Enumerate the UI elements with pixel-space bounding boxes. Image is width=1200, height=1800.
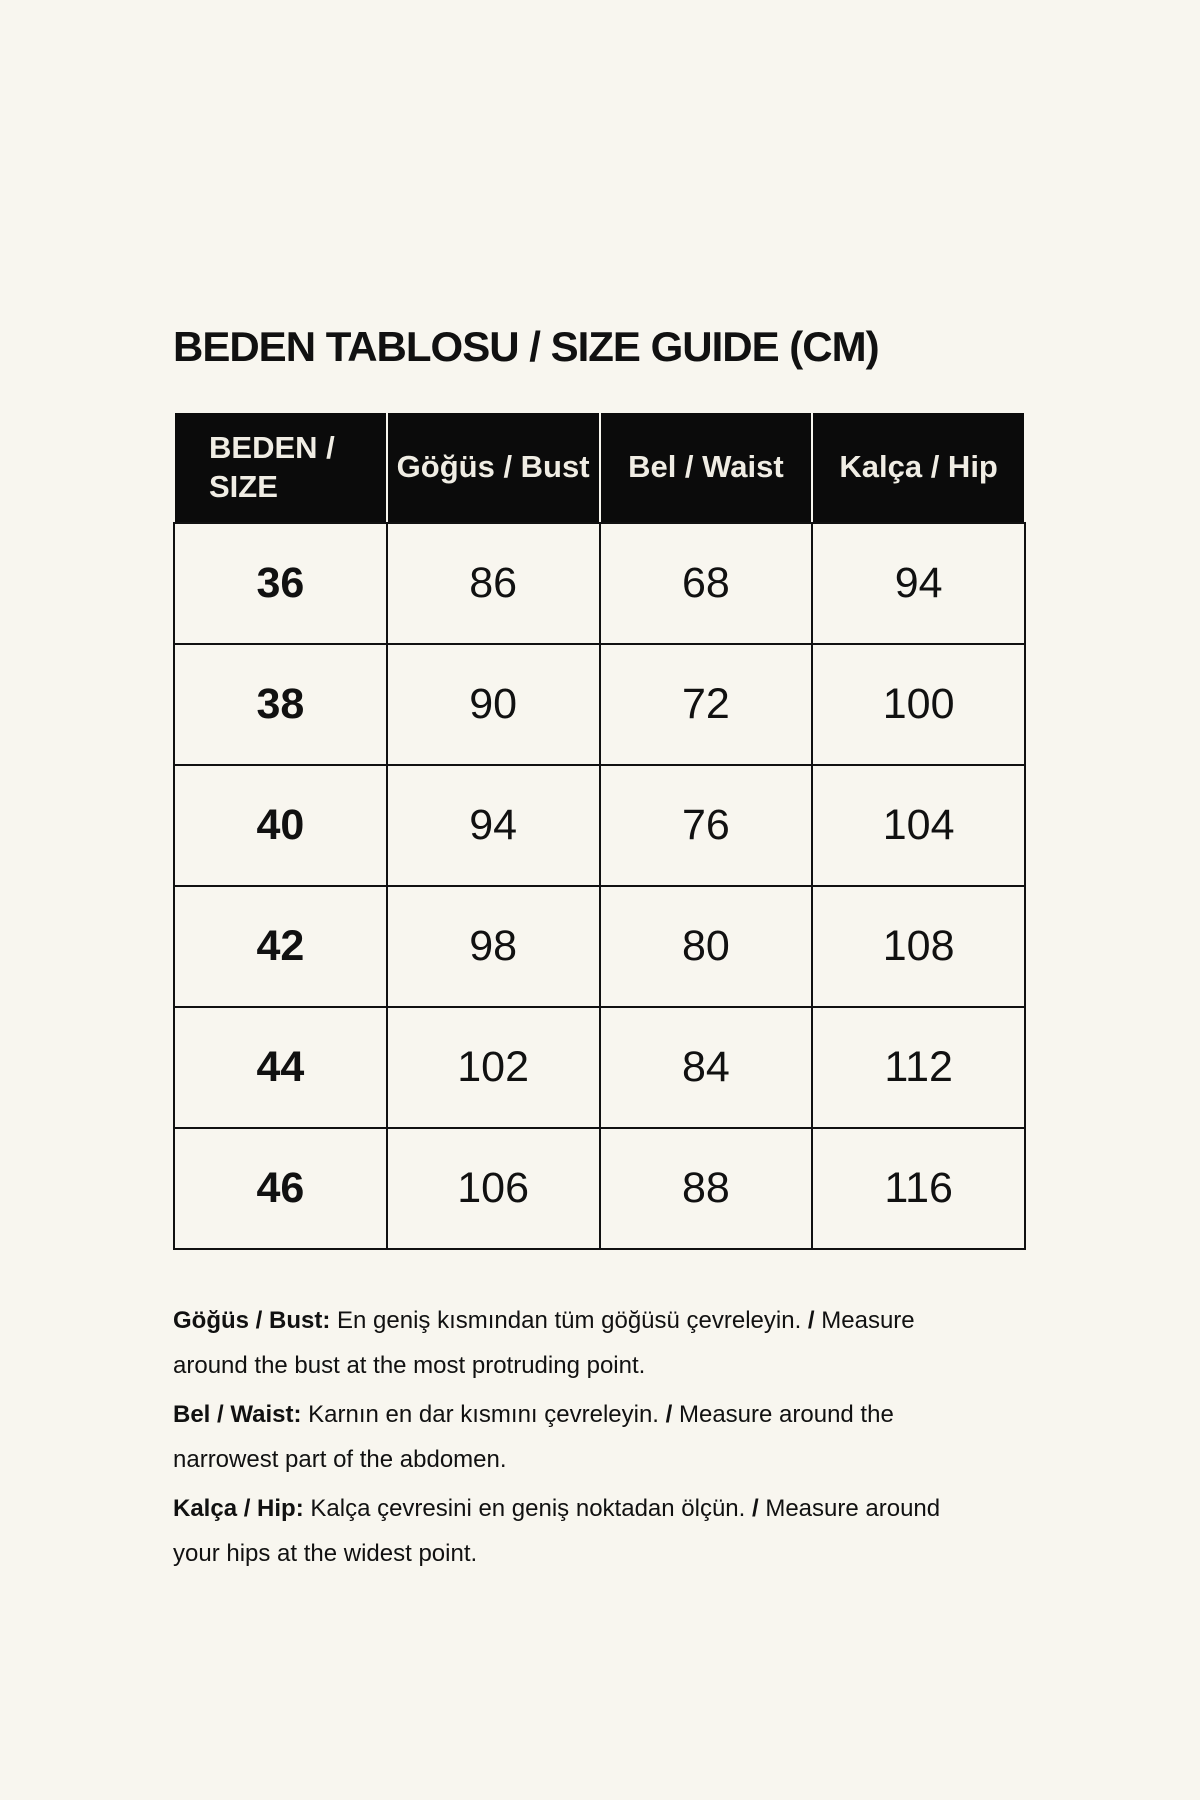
size-cell: 42	[174, 886, 387, 1007]
note-bust	[173, 1298, 973, 1388]
size-table	[173, 413, 1026, 1250]
bust-cell: 86	[387, 523, 600, 644]
waist-cell: 72	[600, 644, 813, 765]
waist-cell: 76	[600, 765, 813, 886]
hip-cell: 104	[812, 765, 1025, 886]
column-header-hip: Kalça / Hip	[812, 413, 1025, 523]
hip-cell: 116	[812, 1128, 1025, 1249]
column-header-bust: Göğüs / Bust	[387, 413, 600, 523]
note-bust-text-tr: En geniş kısmından tüm göğüsü çevreleyin.	[337, 1307, 802, 1334]
size-cell: 36	[174, 523, 387, 644]
note-bust-divider: /	[807, 1307, 815, 1334]
waist-cell: 84	[600, 1007, 813, 1128]
table-row	[174, 523, 1025, 644]
waist-cell: 88	[600, 1128, 813, 1249]
size-cell: 40	[174, 765, 387, 886]
table-row	[174, 644, 1025, 765]
bust-cell: 98	[387, 886, 600, 1007]
size-cell: 38	[174, 644, 387, 765]
hip-cell: 112	[812, 1007, 1025, 1128]
size-cell: 46	[174, 1128, 387, 1249]
note-waist-label: Bel / Waist:	[173, 1401, 302, 1428]
size-table-body	[174, 523, 1025, 1249]
table-row	[174, 765, 1025, 886]
waist-cell: 68	[600, 523, 813, 644]
bust-cell: 94	[387, 765, 600, 886]
measurement-notes	[173, 1298, 973, 1576]
hip-cell: 94	[812, 523, 1025, 644]
header-row	[174, 413, 1025, 523]
note-hip-text-en: Measure around your hips at the widest point.	[173, 1495, 941, 1567]
bust-cell: 106	[387, 1128, 600, 1249]
size-table-header	[174, 413, 1025, 523]
size-cell: 44	[174, 1007, 387, 1128]
note-hip	[173, 1486, 973, 1576]
table-row	[174, 886, 1025, 1007]
note-hip-text-tr: Kalça çevresini en geniş noktadan ölçün.	[310, 1495, 746, 1522]
note-hip-label: Kalça / Hip:	[173, 1495, 304, 1522]
note-waist-text-en: Measure around the narrowest part of the abdomen.	[173, 1401, 894, 1473]
note-waist-text-tr: Karnın en dar kısmını çevreleyin.	[308, 1401, 659, 1428]
column-header-size: BEDEN / SIZE	[174, 413, 387, 523]
hip-cell: 100	[812, 644, 1025, 765]
note-waist	[173, 1392, 973, 1482]
bust-cell: 102	[387, 1007, 600, 1128]
note-hip-divider: /	[752, 1495, 759, 1522]
page-title: BEDEN TABLOSU / SIZE GUIDE (CM)	[173, 323, 879, 370]
note-bust-label: Göğüs / Bust:	[173, 1307, 331, 1334]
note-bust-text-en: Measure around the bust at the most protruding point.	[173, 1307, 915, 1379]
table-row	[174, 1007, 1025, 1128]
note-waist-divider: /	[665, 1401, 673, 1428]
bust-cell: 90	[387, 644, 600, 765]
column-header-waist: Bel / Waist	[600, 413, 813, 523]
table-row	[174, 1128, 1025, 1249]
hip-cell: 108	[812, 886, 1025, 1007]
waist-cell: 80	[600, 886, 813, 1007]
